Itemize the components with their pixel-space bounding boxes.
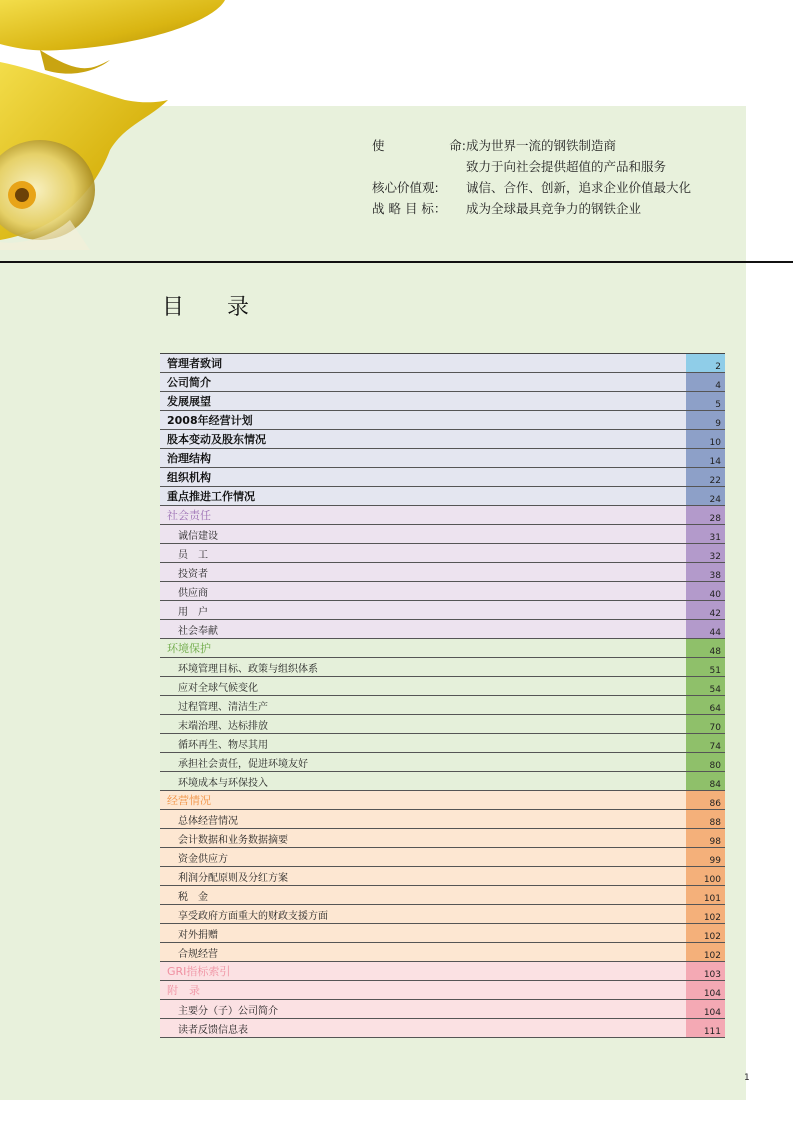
- toc-row[interactable]: [160, 373, 725, 392]
- toc-row[interactable]: [160, 715, 725, 734]
- toc-row[interactable]: [160, 791, 725, 810]
- toc-page-number: 14: [686, 449, 725, 467]
- toc-page-number: 104: [686, 981, 725, 999]
- toc-page-number: 2: [686, 354, 725, 372]
- page-number: 1: [744, 1073, 750, 1083]
- toc-row[interactable]: [160, 943, 725, 962]
- toc-row[interactable]: [160, 981, 725, 1000]
- toc-page-number: 9: [686, 411, 725, 429]
- toc-row[interactable]: [160, 430, 725, 449]
- toc-entry-title: 环境保护: [167, 642, 211, 655]
- toc-entry-title: 供应商: [178, 587, 208, 599]
- toc-row[interactable]: [160, 639, 725, 658]
- toc-page-number: 10: [686, 430, 725, 448]
- mission-row: [372, 135, 691, 156]
- toc-entry-title: 2008年经营计划: [167, 414, 253, 427]
- toc-page-number: 88: [686, 810, 725, 828]
- toc-row[interactable]: [160, 753, 725, 772]
- toc-page-number: 104: [686, 1000, 725, 1018]
- toc-row[interactable]: [160, 829, 725, 848]
- toc-entry-title: 承担社会责任，促进环境友好: [178, 758, 308, 770]
- toc-entry-title: 治理结构: [167, 452, 211, 465]
- toc-entry-title: 诚信建设: [178, 530, 218, 542]
- toc-row[interactable]: [160, 905, 725, 924]
- toc-entry-title: 读者反馈信息表: [178, 1024, 248, 1036]
- toc-row[interactable]: [160, 734, 725, 753]
- toc-entry-title: 总体经营情况: [178, 815, 238, 827]
- toc-row[interactable]: [160, 810, 725, 829]
- toc-row[interactable]: [160, 658, 725, 677]
- toc-page-number: 84: [686, 772, 725, 790]
- toc-entry-title: 附 录: [167, 984, 200, 997]
- toc-entry-title: 组织机构: [167, 471, 211, 484]
- toc-entry-title: 发展展望: [167, 395, 211, 408]
- toc-page-number: 86: [686, 791, 725, 809]
- toc-page-number: 24: [686, 487, 725, 505]
- strategy-value: 成为全球最具竞争力的钢铁企业: [466, 201, 642, 216]
- toc-row[interactable]: [160, 886, 725, 905]
- toc-entry-title: 应对全球气候变化: [178, 682, 258, 694]
- toc-row[interactable]: [160, 544, 725, 563]
- toc-entry-title: 环境成本与环保投入: [178, 777, 268, 789]
- toc-entry-title: 环境管理目标、政策与组织体系: [178, 663, 318, 675]
- toc-entry-title: 社会奉献: [178, 625, 218, 637]
- toc-row[interactable]: [160, 867, 725, 886]
- toc-entry-title: 末端治理、达标排放: [178, 720, 268, 732]
- mission-label: 使 命:: [372, 138, 466, 153]
- toc-page-number: 111: [686, 1019, 725, 1037]
- toc-page-number: 64: [686, 696, 725, 714]
- toc-page-number: 44: [686, 620, 725, 638]
- toc-page-number: 100: [686, 867, 725, 885]
- toc-row[interactable]: [160, 848, 725, 867]
- toc-entry-title: 重点推进工作情况: [167, 490, 255, 503]
- toc-page-number: 40: [686, 582, 725, 600]
- toc-page-number: 80: [686, 753, 725, 771]
- toc-row[interactable]: [160, 392, 725, 411]
- core-values-value: 诚信、合作、创新，追求企业价值最大化: [466, 180, 692, 195]
- toc-entry-title: 员 工: [178, 549, 208, 561]
- toc-page-number: 102: [686, 924, 725, 942]
- toc-row[interactable]: [160, 962, 725, 981]
- toc-page-number: 38: [686, 563, 725, 581]
- toc-row[interactable]: [160, 696, 725, 715]
- toc-row[interactable]: [160, 582, 725, 601]
- toc-page-number: 4: [686, 373, 725, 391]
- toc-page-number: 102: [686, 905, 725, 923]
- toc-page-number: 31: [686, 525, 725, 543]
- toc-page-number: 5: [686, 392, 725, 410]
- mission-statement: [372, 135, 691, 219]
- toc-page-number: 22: [686, 468, 725, 486]
- toc-page-number: 28: [686, 506, 725, 524]
- strategy-row: [372, 198, 691, 219]
- toc-row[interactable]: [160, 772, 725, 791]
- toc-entry-title: 公司简介: [167, 376, 211, 389]
- toc-entry-title: 社会责任: [167, 509, 211, 522]
- toc-row[interactable]: [160, 449, 725, 468]
- toc-page-number: 48: [686, 639, 725, 657]
- toc-entry-title: 主要分（子）公司简介: [178, 1005, 278, 1017]
- toc-page-number: 42: [686, 601, 725, 619]
- divider-line: [0, 261, 793, 263]
- toc-title: 目 录: [162, 295, 267, 320]
- toc-page-number: 98: [686, 829, 725, 847]
- core-values-row: [372, 177, 691, 198]
- mission-value: 致力于向社会提供超值的产品和服务: [466, 159, 667, 174]
- toc-entry-title: 经营情况: [167, 794, 211, 807]
- toc-page-number: 102: [686, 943, 725, 961]
- toc-row[interactable]: [160, 601, 725, 620]
- toc-entry-title: 享受政府方面重大的财政支援方面: [178, 910, 328, 922]
- mission-row: [372, 156, 691, 177]
- toc-row[interactable]: [160, 677, 725, 696]
- toc-entry-title: 会计数据和业务数据摘要: [178, 834, 288, 846]
- toc-page-number: 32: [686, 544, 725, 562]
- toc-page-number: 103: [686, 962, 725, 980]
- toc-row[interactable]: [160, 563, 725, 582]
- toc-row[interactable]: [160, 525, 725, 544]
- toc-row[interactable]: [160, 1019, 725, 1038]
- toc-entry-title: 管理者致词: [167, 357, 222, 370]
- toc-entry-title: 过程管理、清洁生产: [178, 701, 268, 713]
- toc-entry-title: 循环再生、物尽其用: [178, 739, 268, 751]
- toc-page-number: 70: [686, 715, 725, 733]
- toc-entry-title: 利润分配原则及分红方案: [178, 872, 288, 884]
- toc-row[interactable]: [160, 620, 725, 639]
- toc-row[interactable]: [160, 506, 725, 525]
- leaf-droplet-image: [0, 0, 230, 250]
- toc-row[interactable]: [160, 411, 725, 430]
- toc-row[interactable]: [160, 924, 725, 943]
- toc-entry-title: GRI指标索引: [167, 965, 231, 978]
- mission-label: [372, 156, 466, 177]
- toc-entry-title: 税 金: [178, 891, 208, 903]
- mission-value: 成为世界一流的钢铁制造商: [466, 138, 617, 153]
- toc-page-number: 51: [686, 658, 725, 676]
- core-values-label: 核心价值观:: [372, 180, 439, 195]
- toc-row[interactable]: [160, 354, 725, 373]
- table-of-contents: [160, 353, 725, 1038]
- toc-entry-title: 资金供应方: [178, 853, 228, 865]
- toc-entry-title: 对外捐赠: [178, 929, 218, 941]
- toc-page-number: 54: [686, 677, 725, 695]
- toc-row[interactable]: [160, 487, 725, 506]
- strategy-label: 战 略 目 标：: [372, 201, 447, 216]
- toc-page-number: 74: [686, 734, 725, 752]
- toc-row[interactable]: [160, 1000, 725, 1019]
- toc-entry-title: 投资者: [178, 568, 208, 580]
- toc-row[interactable]: [160, 468, 725, 487]
- toc-page-number: 101: [686, 886, 725, 904]
- toc-entry-title: 合规经营: [178, 948, 218, 960]
- toc-entry-title: 股本变动及股东情况: [167, 433, 266, 446]
- toc-page-number: 99: [686, 848, 725, 866]
- toc-entry-title: 用 户: [178, 606, 208, 618]
